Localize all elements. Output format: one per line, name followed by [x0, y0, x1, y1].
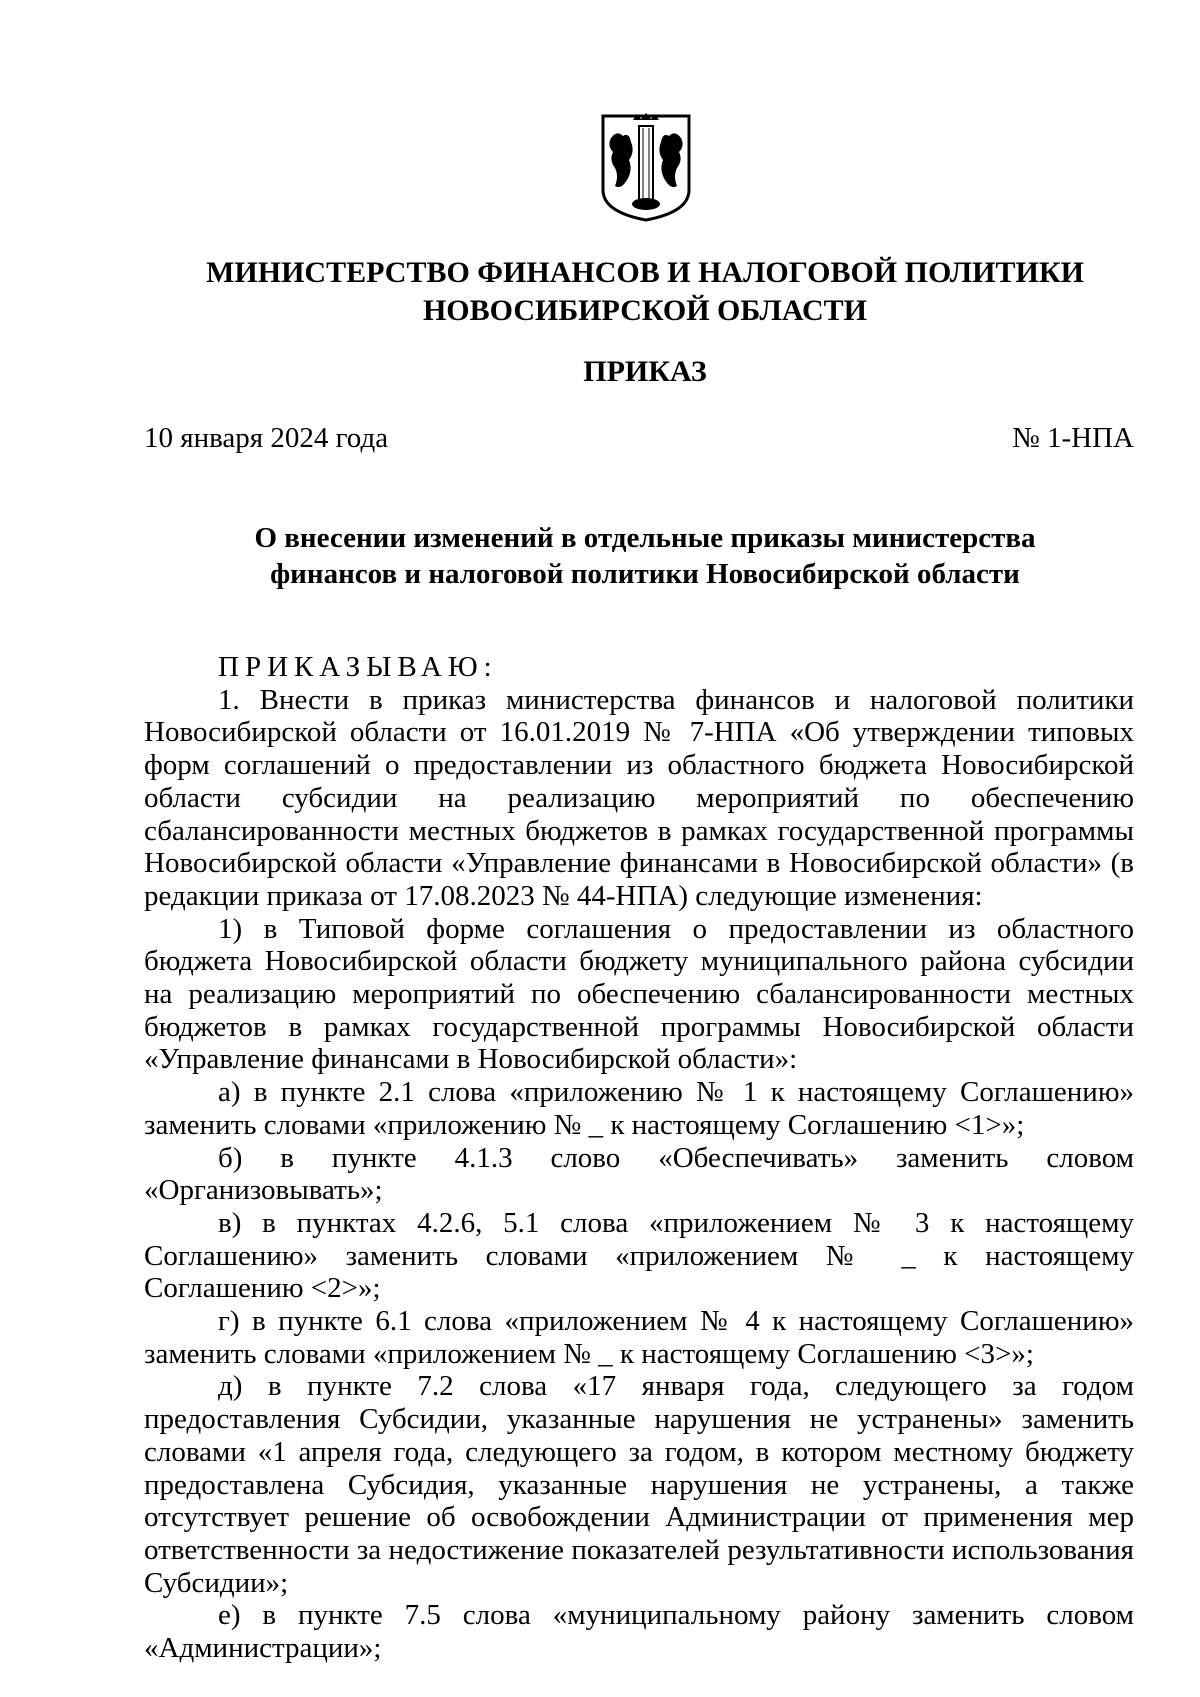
paragraph-1: 1. Внести в приказ министерства финансов и налоговой политики Новосибирской области от 16.01.2019 № 7-НПА «Об утверждении типовых форм соглашений о предоставлении из областного бюджета Новосибирской области субсидии на реализацию мероприятий по обеспечению сбалансированности местных бюджетов в рамках государственной программы Новосибирской области «Управление финансами в Новосибирской области» (в редакции приказа от 17.08.2023 № 44-НПА) следующие изменения: [144, 683, 1134, 912]
document-body [144, 651, 1134, 1665]
paragraph-d: д) в пункте 7.2 слова «17 января года, следующего за годом предоставления Субсидии, указанные нарушения не устранены» заменить словами «1 апреля года, следующего за годом, в котором местному бюджету предоставлена Субсидия, указанные нарушения не устранены, а также отсутствует решение об освобождении Администрации от применения мер ответственности за недостижение показателей результативности использования Субсидии»; [144, 1370, 1134, 1599]
paragraph-b: б) в пункте 4.1.3 слово «Обеспечивать» заменить словом «Организовывать»; [144, 1141, 1134, 1207]
organization-name-line-2: НОВОСИБИРСКОЙ ОБЛАСТИ [422, 294, 868, 327]
paragraph-v: в) в пунктах 4.2.6, 5.1 слова «приложением № 3 к настоящему Соглашению» заменить словами «приложением № _ к настоящему Соглашению <2>»; [144, 1206, 1134, 1305]
subject-line-2: финансов и налоговой политики Новосибирской области [270, 558, 1020, 590]
organization-name-line-1: МИНИСТЕРСТВО ФИНАНСОВ И НАЛОГОВОЙ ПОЛИТИКИ [206, 256, 1084, 289]
document-type: ПРИКАЗ [583, 355, 707, 388]
paragraph-a: а) в пункте 2.1 слова «приложению № 1 к настоящему Соглашению» заменить словами «приложению № _ к настоящему Соглашению <1>»; [144, 1076, 1134, 1141]
paragraph-e: е) в пункте 7.5 слова «муниципальному району заменить словом «Администрации»; [144, 1599, 1134, 1665]
document-date: 10 января 2024 года [144, 422, 389, 454]
coat-of-arms-icon [599, 112, 693, 224]
subject-line-1: О внесении изменений в отдельные приказы министерства [254, 522, 1036, 554]
paragraph-g: г) в пункте 6.1 слова «приложением № 4 к настоящему Соглашению» заменить словами «приложением № _ к настоящему Соглашению <3>»; [144, 1305, 1134, 1370]
paragraph-1-1: 1) в Типовой форме соглашения о предоставлении из областного бюджета Новосибирской области бюджету муниципального района субсидии на реализацию мероприятий по обеспечению сбалансированности местных бюджетов в рамках государственной программы Новосибирской области «Управление финансами в Новосибирской области»: [144, 912, 1134, 1076]
document-subject [140, 520, 1150, 592]
document-number: № 1-НПА [1012, 422, 1134, 454]
order-word: ПРИКАЗЫВАЮ: [218, 651, 498, 683]
